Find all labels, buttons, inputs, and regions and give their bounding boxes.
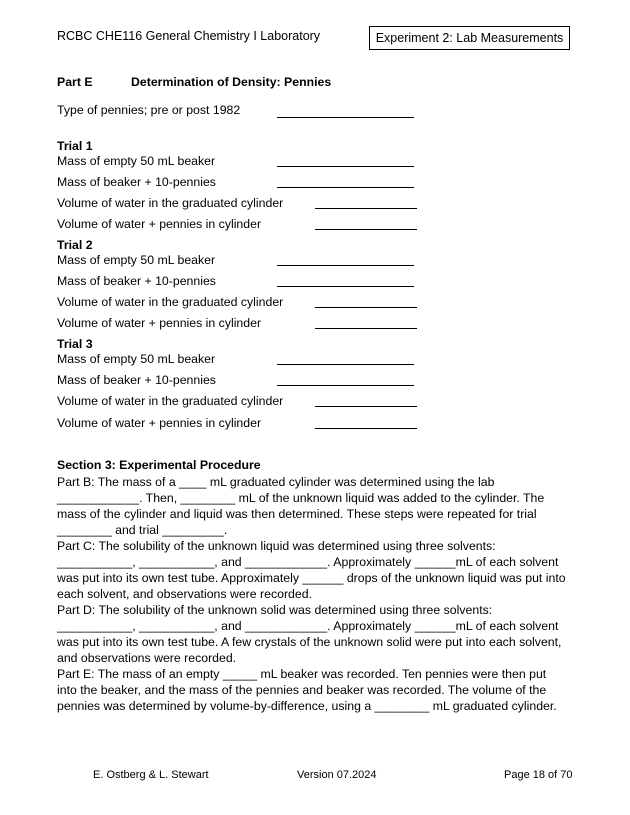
trial-row-label: Volume of water + pennies in cylinder (57, 316, 262, 330)
part-title: Determination of Density: Pennies (131, 75, 332, 89)
trial-row-label: Volume of water in the graduated cylinder (57, 295, 284, 309)
procedure-line: into the beaker, and the mass of the pennies and beaker was recorded. The volume of the (57, 683, 547, 697)
trial-title: Trial 2 (57, 238, 93, 252)
answer-blank[interactable] (315, 328, 417, 329)
trial-row-label: Mass of beaker + 10-pennies (57, 175, 216, 189)
part-label: Part E (57, 75, 93, 89)
answer-blank[interactable] (315, 208, 417, 209)
procedure-text (57, 474, 577, 714)
pennies-type-prompt: Type of pennies; pre or post 1982 (57, 103, 241, 117)
footer-authors: E. Ostberg & L. Stewart (93, 769, 209, 781)
footer-version: Version 07.2024 (297, 769, 377, 781)
trial-row-label: Mass of beaker + 10-pennies (57, 274, 216, 288)
procedure-line: was put into its own test tube. A few crystals of the unknown solid were put into each solvent, (57, 635, 562, 649)
trial-row-label: Mass of empty 50 mL beaker (57, 154, 216, 168)
answer-blank[interactable] (315, 406, 417, 407)
answer-blank[interactable] (277, 286, 414, 287)
trial-title: Trial 3 (57, 337, 93, 351)
procedure-line: ____________. Then, ________ mL of the unknown liquid was added to the cylinder. The (57, 491, 545, 505)
procedure-line: Part D: The solubility of the unknown solid was determined using three solvents: (57, 603, 493, 617)
procedure-line: ___________, ___________, and ____________. Approximately ______mL of each solvent (57, 619, 559, 633)
procedure-line: was put into its own test tube. Approximately ______ drops of the unknown liquid was put into (57, 571, 566, 585)
trial-row-label: Volume of water + pennies in cylinder (57, 217, 262, 231)
answer-blank[interactable] (277, 187, 414, 188)
procedure-line: mass of the cylinder and liquid was then determined. These steps were repeated for trial (57, 507, 537, 521)
trial-row-label: Mass of empty 50 mL beaker (57, 253, 216, 267)
procedure-line: Part B: The mass of a ____ mL graduated cylinder was determined using the lab (57, 475, 495, 489)
trial-row-label: Mass of beaker + 10-pennies (57, 373, 216, 387)
procedure-line: ________ and trial _________. (57, 523, 228, 537)
answer-blank[interactable] (315, 428, 417, 429)
footer-page-number: Page 18 of 70 (504, 769, 573, 781)
procedure-line: ___________, ___________, and ____________. Approximately ______mL of each solvent (57, 555, 559, 569)
procedure-line: each solvent, and observations were recorded. (57, 587, 312, 601)
pennies-type-blank[interactable] (277, 117, 414, 118)
procedure-line: Part C: The solubility of the unknown liquid was determined using three solvents: (57, 539, 496, 553)
course-title: RCBC CHE116 General Chemistry I Laboratory (57, 29, 321, 43)
trial-row-label: Volume of water in the graduated cylinder (57, 196, 284, 210)
trial-row-label: Mass of empty 50 mL beaker (57, 352, 216, 366)
answer-blank[interactable] (315, 229, 417, 230)
procedure-line: and observations were recorded. (57, 651, 237, 665)
answer-blank[interactable] (277, 265, 414, 266)
trial-title: Trial 1 (57, 139, 93, 153)
section-title: Section 3: Experimental Procedure (57, 458, 261, 472)
answer-blank[interactable] (277, 166, 414, 167)
trial-row-label: Volume of water in the graduated cylinder (57, 394, 284, 408)
procedure-line: Part E: The mass of an empty _____ mL beaker was recorded. Ten pennies were then put (57, 667, 547, 681)
answer-blank[interactable] (277, 364, 414, 365)
procedure-line: pennies was determined by volume-by-difference, using a ________ mL graduated cylinder. (57, 699, 557, 713)
trial-row-label: Volume of water + pennies in cylinder (57, 416, 262, 430)
answer-blank[interactable] (315, 307, 417, 308)
experiment-title-box: Experiment 2: Lab Measurements (369, 26, 570, 50)
answer-blank[interactable] (277, 385, 414, 386)
